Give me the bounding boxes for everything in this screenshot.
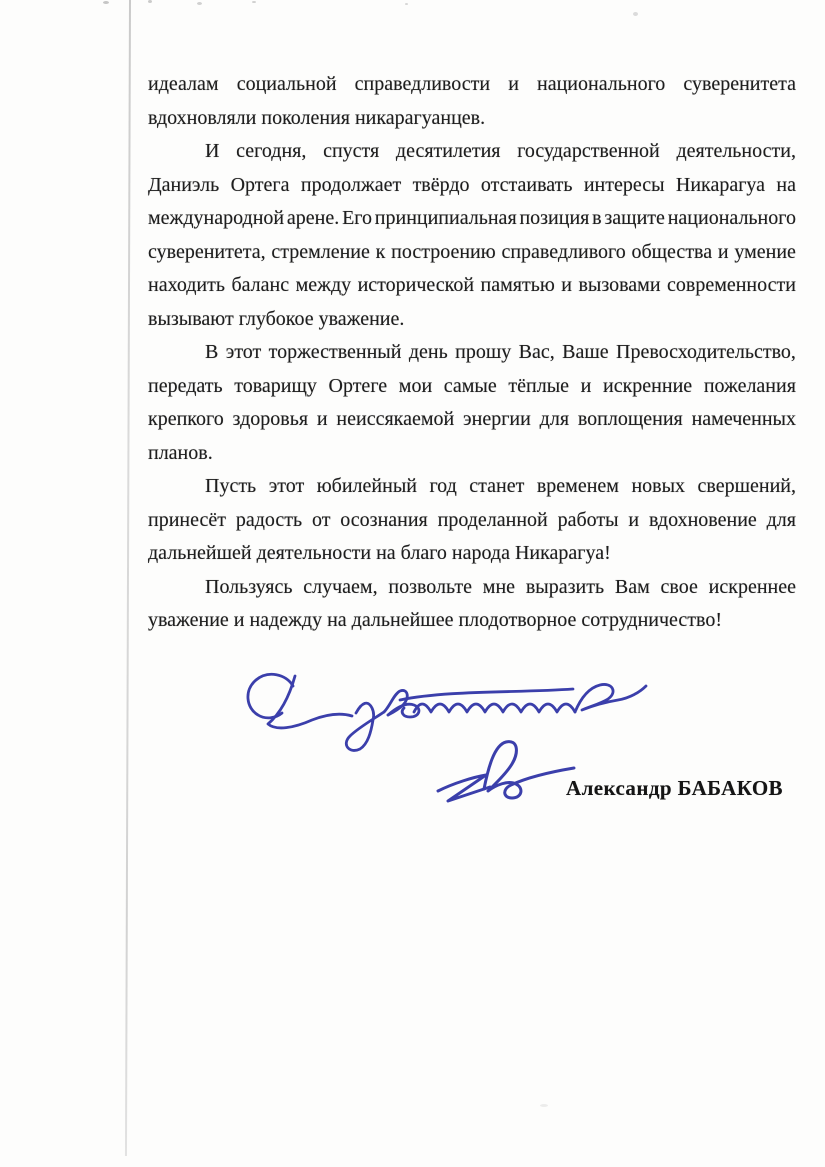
letter-line: крепкого здоровья и неиссякаемой энергии для воплощения намеченных — [148, 408, 796, 430]
letter-line: передать товарищу Ортеге мои самые тёплые и искренние пожелания — [148, 374, 796, 397]
letter-line: уважение и надежду на дальнейшее плодотворное сотрудничество! — [148, 609, 723, 631]
letter-line: И сегодня, спустя десятилетия государственной деятельности, — [205, 140, 796, 162]
scan-speck — [148, 0, 152, 3]
scan-speck — [252, 1, 256, 3]
letter-line: принесёт радость от осознания проделанной работы и вдохновение для — [148, 508, 796, 531]
letter-line: В этот торжественный день прошу Вас, Ваше Превосходительство, — [205, 341, 796, 363]
scan-speck — [540, 1104, 548, 1107]
letter-body — [148, 68, 796, 638]
signer-name: Александр БАБАКОВ — [566, 776, 783, 800]
letter-line: международной арене. Его принципиальная позиция в защите национального — [148, 207, 796, 229]
letter-line: идеалам социальной справедливости и национального суверенитета — [148, 73, 796, 95]
scan-speck — [633, 12, 638, 16]
scan-speck — [405, 3, 408, 5]
scan-edge-line — [125, 0, 131, 1156]
signature-stroke — [430, 735, 580, 815]
letter-line: находить баланс между исторической памятью и вызовами современности — [148, 274, 796, 296]
letter-line: Даниэль Ортега продолжает твёрдо отстаивать интересы Никарагуа на — [148, 173, 796, 196]
scan-speck — [103, 1, 109, 4]
scan-speck — [197, 2, 202, 5]
letter-line: планов. — [148, 441, 213, 464]
letter-line: суверенитета, стремление к построению справедливого общества и умение — [148, 240, 796, 263]
letter-line: Пусть этот юбилейный год станет временем новых свершений, — [205, 475, 796, 497]
letter-line: Пользуясь случаем, позвольте мне выразить Вам свое искреннее — [205, 575, 796, 598]
letter-line: вызывают глубокое уважение. — [148, 307, 405, 330]
letter-line: вдохновляли поколения никарагуанцев. — [148, 106, 486, 129]
letter-line: дальнейшей деятельности на благо народа Никарагуа! — [148, 542, 611, 564]
